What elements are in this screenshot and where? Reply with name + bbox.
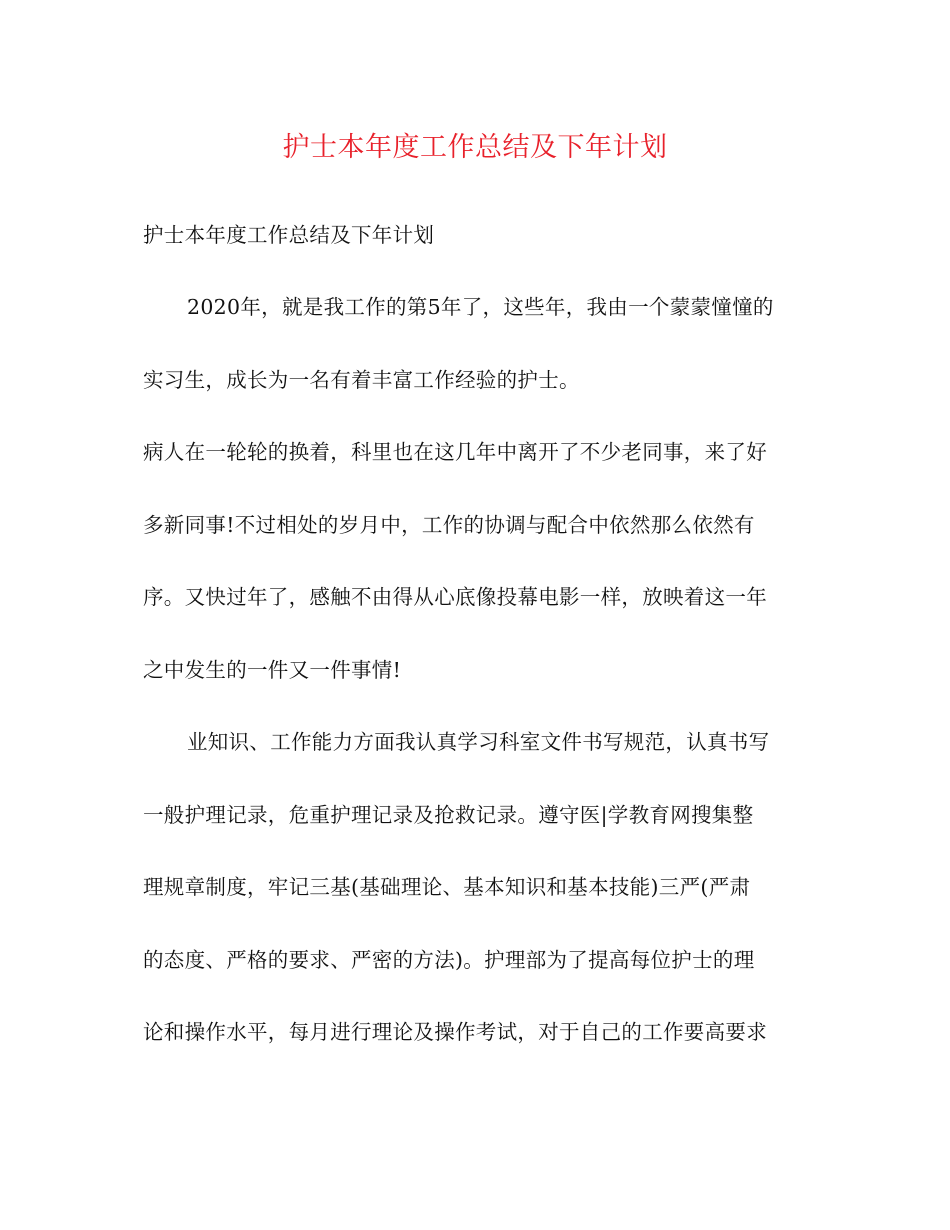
paragraph-line: 一般护理记录，危重护理记录及抢救记录。遵守医|学教育网搜集整 (143, 803, 754, 827)
paragraph-line: 的态度、严格的要求、严密的方法)。护理部为了提高每位护士的理 (143, 948, 755, 972)
paragraph-line: 序。又快过年了，感触不由得从心底像投幕电影一样，放映着这一年 (143, 585, 767, 609)
paragraph-line: 病人在一轮轮的换着，科里也在这几年中离开了不少老同事，来了好 (143, 440, 767, 464)
paragraph-line: 多新同事!不过相处的岁月中，工作的协调与配合中依然那么依然有 (143, 513, 755, 537)
paragraph-line: 理规章制度，牢记三基(基础理论、基本知识和基本技能)三严(严肃 (143, 875, 751, 899)
document-title: 护士本年度工作总结及下年计划 (282, 132, 668, 163)
paragraph-line: 业知识、工作能力方面我认真学习科室文件书写规范，认真书写 (187, 730, 770, 754)
paragraph-line: 论和操作水平，每月进行理论及操作考试，对于自己的工作要高要求 (143, 1020, 767, 1044)
paragraph-line: 实习生，成长为一名有着丰富工作经验的护士。 (143, 368, 580, 392)
paragraph-line: 2020年，就是我工作的第5年了，这些年，我由一个蒙蒙憧憧的 (187, 295, 774, 319)
subtitle-line: 护士本年度工作总结及下年计划 (143, 223, 435, 247)
paragraph-line: 之中发生的一件又一件事情! (143, 658, 402, 682)
